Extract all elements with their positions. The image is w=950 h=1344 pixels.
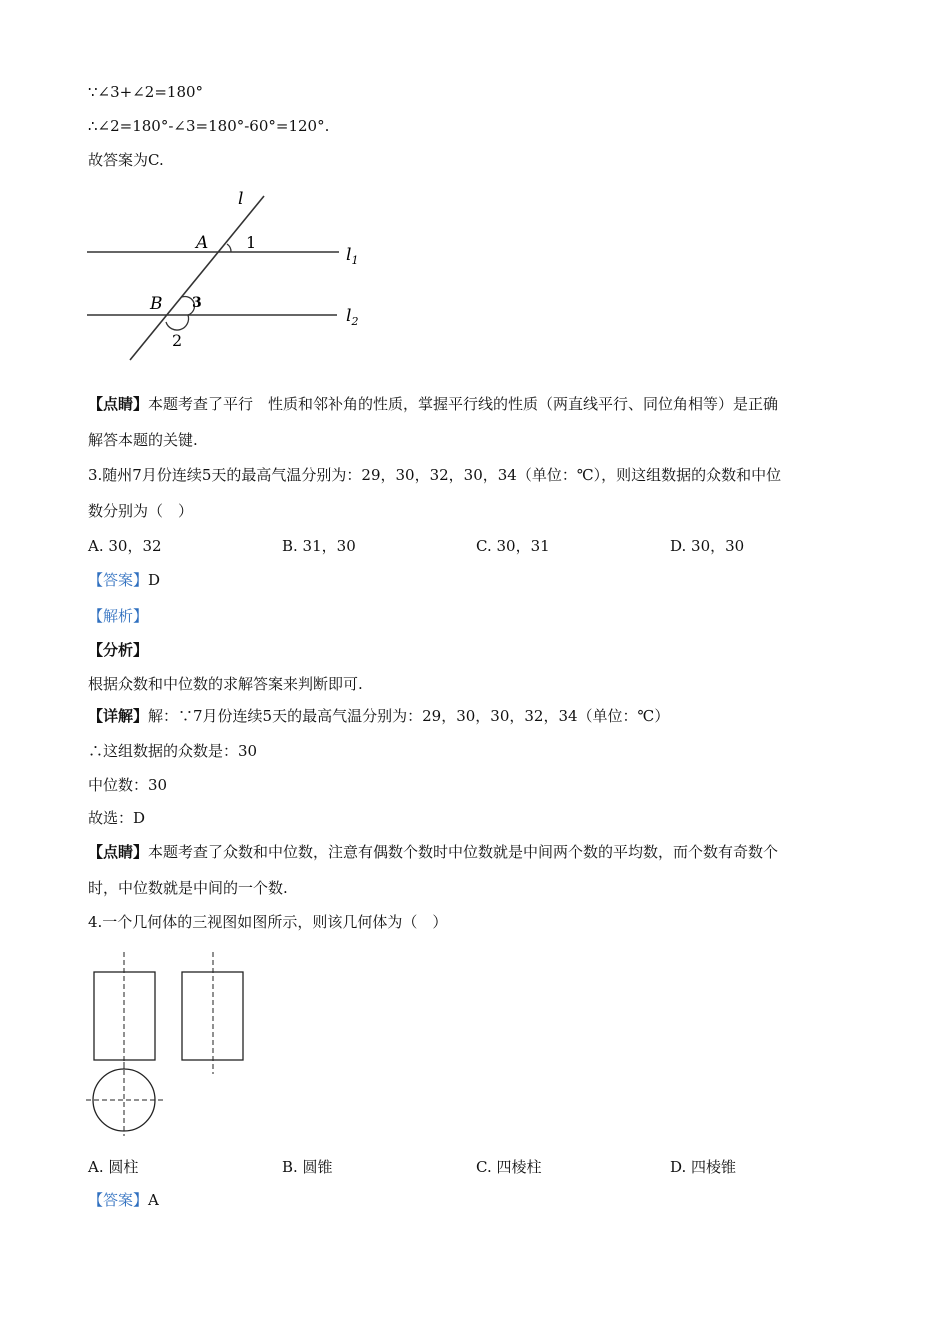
xiangjie-text: 解：∵7月份连续5天的最高气温分别为：29，30，30，32，34（单位：℃）	[148, 707, 670, 725]
transversal-l	[130, 196, 264, 360]
q3-option-a: A. 30，32	[88, 537, 162, 555]
dianjing-tag: 【点睛】	[88, 843, 149, 861]
answer-tag: 【答案】	[88, 571, 149, 589]
xiangjie-tag: 【详解】	[88, 707, 149, 725]
label-3: 3	[192, 295, 202, 311]
q3-fenxi: 【分析】	[88, 641, 149, 659]
q3-dianjing-line-1	[88, 842, 778, 862]
q3-choice-line: 故选：D	[88, 809, 146, 827]
dianjing-text: 本题考查了众数和中位数，注意有偶数个数时中位数就是中间两个数的平均数，而个数有奇数个	[148, 843, 779, 861]
q3-stem-2: 数分别为（ ）	[88, 502, 194, 520]
q4-option-b: B. 圆锥	[282, 1158, 333, 1176]
q3-stem-1: 3.随州7月份连续5天的最高气温分别为：29，30，32，30，34（单位：℃），则这组数据的众数和中位	[88, 466, 782, 484]
q4-option-c: C. 四棱柱	[476, 1158, 542, 1176]
prev-line-3: 故答案为C.	[88, 151, 164, 169]
prev-line-1: ∵∠3+∠2=180°	[88, 83, 204, 101]
label-A: A	[196, 233, 209, 253]
q3-option-c: C. 30，31	[476, 537, 550, 555]
q3-option-d: D. 30，30	[670, 537, 745, 555]
dianjing-text: 本题考查了平行 性质和邻补角的性质，掌握平行线的性质（两直线平行、同位角相等）是正确	[148, 395, 779, 413]
q3-dianjing-line-2: 时，中位数就是中间的一个数.	[88, 879, 288, 897]
angle-2-arc	[166, 315, 189, 330]
q3-fenxi-text: 根据众数和中位数的求解答案来判断即可.	[88, 675, 363, 693]
dianjing-1-line-1	[88, 394, 778, 414]
answer-value: D	[148, 571, 161, 589]
label-B: B	[150, 294, 163, 314]
three-view-figure	[84, 948, 264, 1138]
dianjing-1-line-2: 解答本题的关键.	[88, 431, 198, 449]
q3-mode-line: ∴这组数据的众数是：30	[88, 742, 258, 760]
label-l1: $l_1$	[346, 245, 359, 267]
q3-option-b: B. 31，30	[282, 537, 356, 555]
q4-option-a: A. 圆柱	[88, 1158, 139, 1176]
dianjing-tag: 【点睛】	[88, 395, 149, 413]
angle-1-arc	[227, 244, 231, 252]
label-l2: $l_2$	[346, 306, 359, 328]
parallel-lines-figure	[84, 190, 384, 370]
q3-xiangjie-line	[88, 706, 669, 726]
q4-stem: 4.一个几何体的三视图如图所示，则该几何体为（ ）	[88, 913, 448, 931]
answer-value: A	[148, 1191, 159, 1209]
q4-answer-line	[88, 1190, 159, 1210]
q4-option-d: D. 四棱锥	[670, 1158, 737, 1176]
prev-line-2: ∴∠2=180°-∠3=180°-60°=120°.	[88, 117, 330, 135]
q3-median-line: 中位数：30	[88, 776, 168, 794]
label-l: l	[238, 189, 244, 209]
label-2: 2	[172, 331, 183, 350]
label-1: 1	[246, 233, 257, 252]
q3-jiexi: 【解析】	[88, 607, 149, 625]
answer-tag: 【答案】	[88, 1191, 149, 1209]
q3-answer-line	[88, 570, 160, 590]
